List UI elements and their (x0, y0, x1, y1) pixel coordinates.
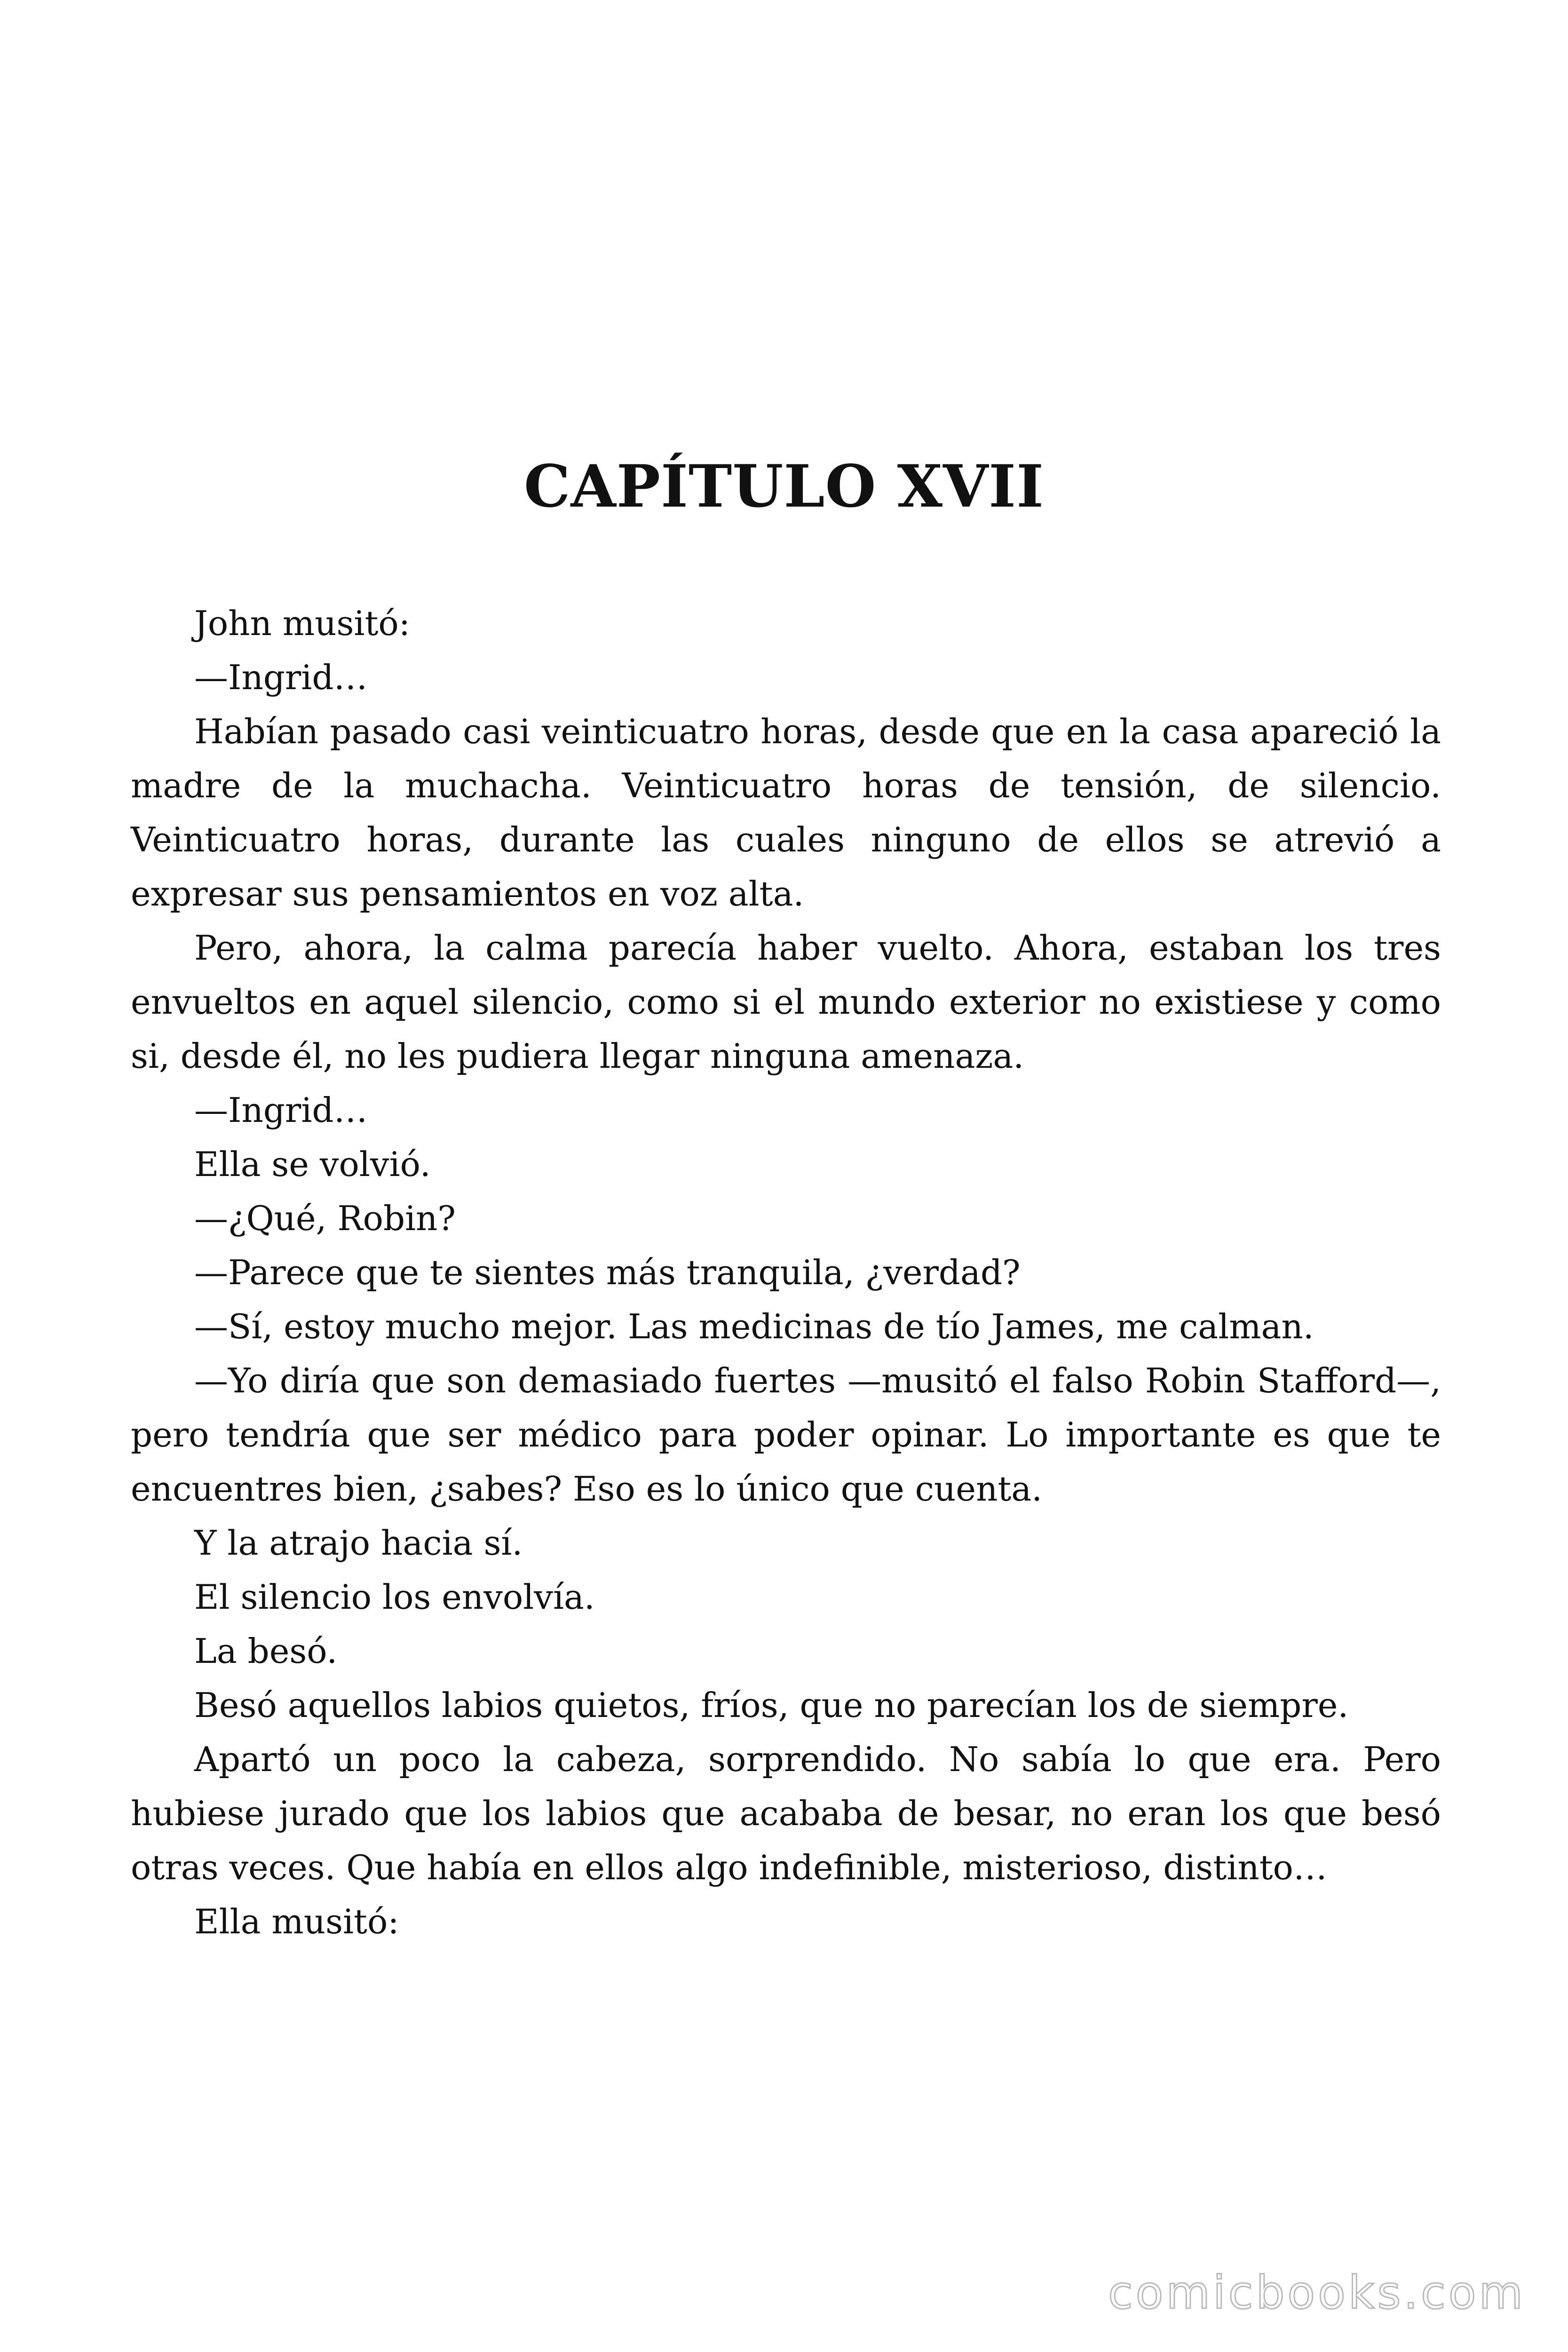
paragraph: Apartó un poco la cabeza, sorprendido. No sabía lo que era. Pero hubiese jurado que los labios que acababa de besar, no eran los que besó otras veces. Que había en ellos algo indefinible, misterioso, distinto… (131, 1740, 1441, 1887)
paragraph: —Parece que te sientes más tranquila, ¿verdad? (194, 1253, 1021, 1292)
paragraph: —Ingrid… (194, 1090, 368, 1130)
paragraph: Habían pasado casi veinticuatro horas, desde que en la casa apareció la madre de la muchacha. Veinticuatro horas de tensión, de silencio. Veinticuatro horas, durante las cuales ninguno de ellos se atrevió a expresar sus pensamientos en voz alta. (131, 712, 1441, 914)
paragraph: Pero, ahora, la calma parecía haber vuelto. Ahora, estaban los tres envueltos en aquel silencio, como si el mundo exterior no existiese y como si, desde él, no les pudiera llegar ninguna amenaza. (131, 928, 1441, 1076)
paragraph: Ella se volvió. (194, 1144, 431, 1184)
paragraph: Y la atrajo hacia sí. (194, 1523, 523, 1563)
paragraph: John musitó: (194, 604, 410, 643)
paragraph: —Ingrid… (194, 658, 368, 697)
paragraph: —Yo diría que son demasiado fuertes —musitó el falso Robin Stafford—, pero tendría que ser médico para poder opinar. Lo importante es que te encuentres bien, ¿sabes? Eso es lo único que cuenta. (131, 1361, 1441, 1509)
paragraph: —¿Qué, Robin? (194, 1199, 456, 1238)
paragraph: La besó. (194, 1631, 338, 1671)
chapter-body (131, 596, 1441, 1949)
chapter-title: CAPÍTULO XVII (523, 453, 1045, 521)
paragraph: Besó aquellos labios quietos, fríos, que no parecían los de siempre. (194, 1685, 1349, 1725)
paragraph: El silencio los envolvía. (194, 1577, 595, 1617)
paragraph: Ella musitó: (194, 1902, 399, 1941)
watermark: comicbooks.com (1108, 2266, 1526, 2319)
paragraph: —Sí, estoy mucho mejor. Las medicinas de tío James, me calman. (194, 1307, 1314, 1346)
